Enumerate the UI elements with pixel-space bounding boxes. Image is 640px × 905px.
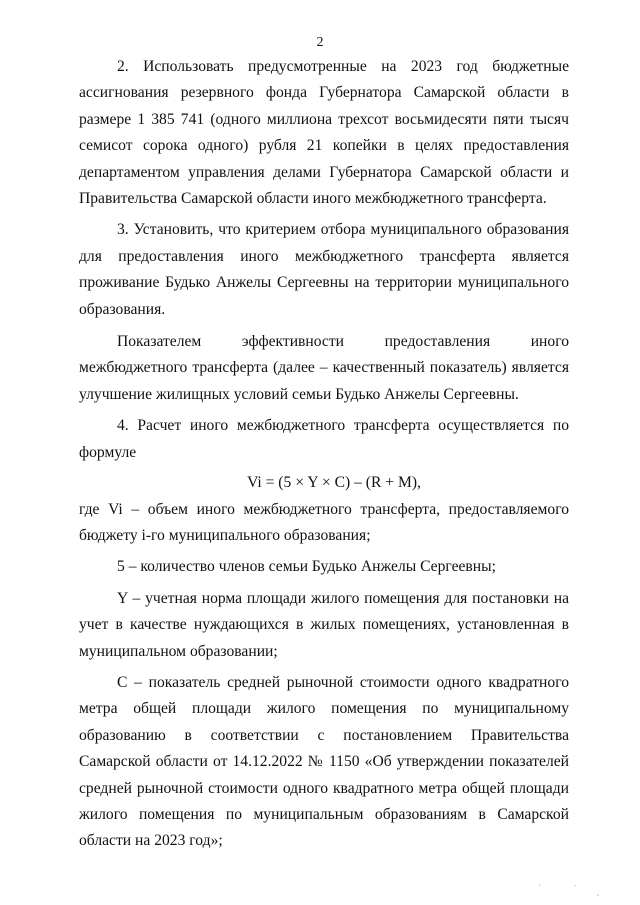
paragraph-item-2: 2. Использовать предусмотренные на 2023 год бюджетные ассигнования резервного фонда Губернатора Самарской области в размере 1 385 741 (одного миллиона трехсот восьмидесяти пяти тысяч семисот сорока одного) рубля 21 копейки в целях предоставления департаментом управления делами Губернатора Самарской области и Правительства Самарской области иного межбюджетного трансферта. <box>79 58 569 208</box>
paragraph-definition-c: C – показатель средней рыночной стоимости одного квадратного метра общей площади жилого помещения по муниципальному образованию в соответствии с постановлением Правительства Самарской области от 14.12.2022 № 1150 «Об утверждении показателей средней рыночной стоимости одного квадратного метра общей площади жилого помещения по муниципальным образованиям в Самарской области на 2023 год»; <box>79 673 569 850</box>
paragraph-efficiency-indicator: Показателем эффективности предоставления иного межбюджетного трансферта (далее – качественный показатель) является улучшение жилищных условий семьи Будько Анжелы Сергеевны. <box>79 333 569 403</box>
paragraph-definition-5: 5 – количество членов семьи Будько Анжелы Сергеевны; <box>117 558 496 576</box>
scan-artifact: ˎ <box>596 887 601 897</box>
paragraph-item-4: 4. Расчет иного межбюджетного трансферта осуществляется по формуле <box>79 417 569 461</box>
formula: Vi = (5 × Y × C) – (R + M), <box>247 474 421 492</box>
paragraph-definition-vi: где Vi – объем иного межбюджетного трансферта, предоставляемого бюджету i-го муниципального образования; <box>79 500 569 544</box>
paragraph-definition-y: Y – учетная норма площади жилого помещения для постановки на учет в качестве нуждающихся в жилых помещениях, установленная в муниципальном образовании; <box>79 589 569 660</box>
page-number: 2 <box>316 35 324 50</box>
scan-artifact: · <box>538 881 541 891</box>
paragraph-item-3: 3. Установить, что критерием отбора муниципального образования для предоставления иного межбюджетного трансферта является проживание Будько Анжелы Сергеевны на территории муниципального образования. <box>79 221 569 318</box>
document-body <box>79 54 569 855</box>
scan-artifact: ˙ <box>573 885 578 895</box>
